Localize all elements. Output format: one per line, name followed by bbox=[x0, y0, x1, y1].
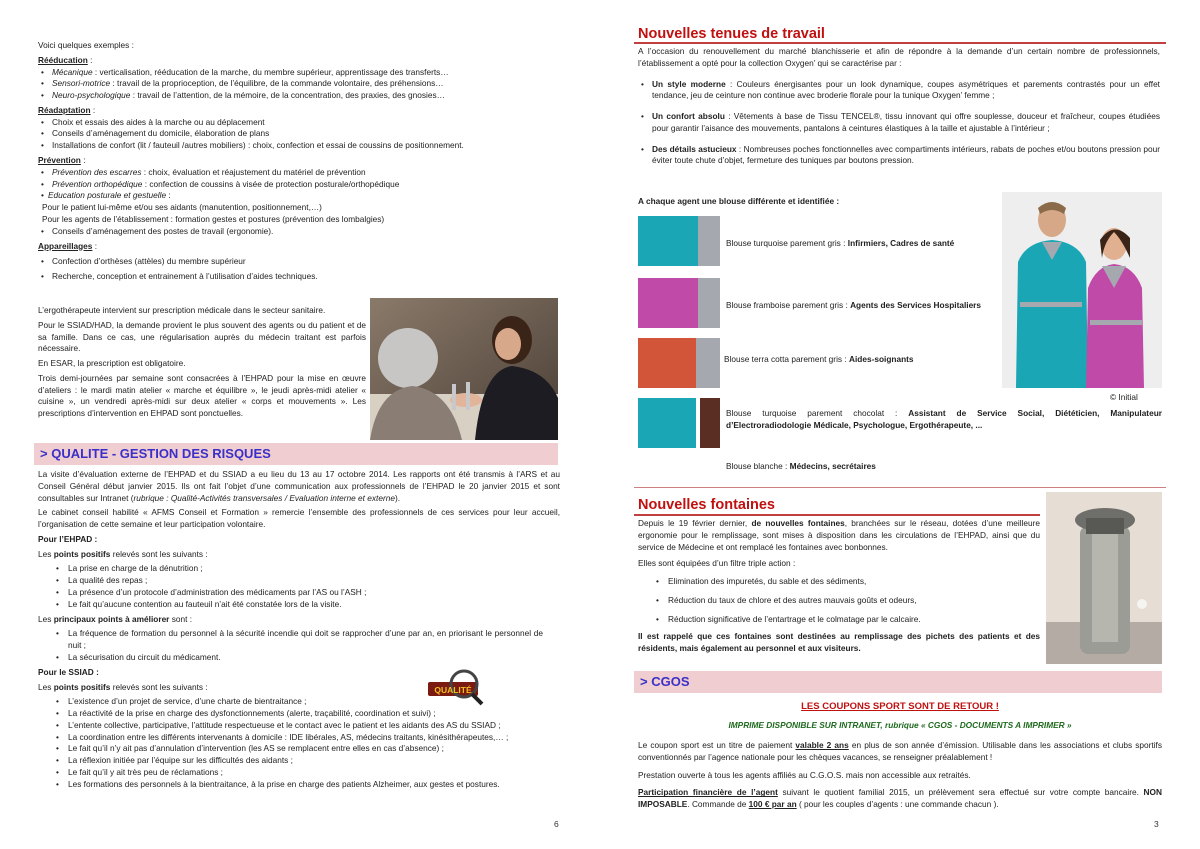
swatch-turquoise-chocolate bbox=[638, 398, 720, 448]
appareillages-heading: Appareillages bbox=[38, 240, 93, 251]
cgos-subtitle: LES COUPONS SPORT SONT DE RETOUR ! bbox=[801, 701, 999, 712]
prevention-heading: Prévention bbox=[38, 155, 81, 166]
prevention-line: Pour le patient lui-même et/ou ses aidants (manutention, positionnement,…) bbox=[42, 202, 322, 213]
paragraph: En ESAR, la prescription est obligatoire. bbox=[38, 358, 186, 369]
readaptation-section: Réadaptation : • Choix et essais des aides à la marche ou au déplacement • Conseils d’aménagement du domicile, élaboration de plans • Installations de confort (lit / fauteuil /autres mobiliers) : choix, confection et essai de coussins de positionnement. bbox=[38, 105, 558, 152]
ehpad-heading: Pour l’EHPAD : bbox=[38, 533, 98, 544]
list-item: • La réactivité de la prise en charge des dysfonctionnements (alerte, traçabilité, coordination et suivi) ; bbox=[38, 708, 560, 720]
section-divider bbox=[634, 487, 1166, 488]
page-number: 6 bbox=[554, 819, 559, 829]
list-item: • Des détails astucieux : Nombreuses poches fonctionnelles avec compartiments intérieurs, rabats de poches et/ou boutons pression pour éviter toute chute d’objet, fermeture des tuniques par boutons pression. bbox=[638, 144, 1160, 168]
uniforms-photo bbox=[1002, 192, 1162, 388]
paragraph: Le coupon sport est un titre de paiement valable 2 ans en plus de son année d’émission. Utilisable dans les associations et clubs sportifs conventionnés par l’agence nationale pour les chèques vacances, se renseigner préalablement ! bbox=[638, 740, 1162, 762]
left-page bbox=[0, 0, 560, 849]
paragraph: Participation financière de l’agent suivant le quotient familial 2015, un prélèvement sera effectué sur votre compte bancaire. NON IMPOSABLE. Commande de 100 € par an ( pour les couples d’agents : une commande chacun ). bbox=[638, 787, 1162, 810]
paragraph: La visite d’évaluation externe de l’EHPAD et du SSIAD a eu lieu du 13 au 17 octobre 2014. Les rapports ont été transmis à l’ARS et au Conseil Général début janvier 2015. Ils ont fait l’objet d’une communication aux professionnels de l’EHPAD le 20 janvier 2015 et sont consultables sur Intranet (rubrique : Qualité-Activités transversales / Evaluation interne et externe). bbox=[38, 469, 560, 503]
list-item: • La prise en charge de la dénutrition ; bbox=[38, 563, 560, 575]
list-item: • Conseils d’aménagement des postes de travail (ergonomie). bbox=[38, 226, 558, 238]
paragraph: Elles sont équipées d’un filtre triple action : bbox=[638, 558, 796, 569]
right-page bbox=[600, 0, 1200, 849]
list-item: • L’entente collective, participative, l’attitude respectueuse et le contact avec le patient et les aidants des AS du SSIAD ; bbox=[38, 720, 560, 732]
paragraph: L’ergothérapeute intervient sur prescription médicale dans le secteur sanitaire. bbox=[38, 305, 326, 315]
swatch-terracotta-grey bbox=[638, 338, 720, 388]
list-item: • Prévention orthopédique : confection de coussins à visée de protection posturale/orthopédique bbox=[38, 179, 558, 191]
tenues-content bbox=[638, 46, 1160, 167]
list-item: • La fréquence de formation du personnel à la sécurité incendie qui doit se rapprocher d’une par an, en priorisant le personnel de nuit ; bbox=[38, 628, 543, 652]
list-item: • Mécanique : verticalisation, rééducation de la marche, du membre supérieur, apprentissage des transferts… bbox=[38, 67, 558, 79]
qualite-content bbox=[38, 469, 560, 791]
blouse-label: Blouse blanche : Médecins, secrétaires bbox=[726, 461, 876, 471]
cgos-subtitle-wrap bbox=[600, 700, 1200, 713]
copyright-text: © Initial bbox=[1110, 392, 1138, 402]
reeducation-section: Rééducation : • Mécanique : verticalisation, rééducation de la marche, du membre supérieur, apprentissage des transferts… • Sensori-motrice : travail de la proprioception, de l’équilibre, de la commande volontaire, des préhensions… • Neuro-psychologique : travail de l’attention, de la mémoire, de la concentration, des praxies, des gnosies… bbox=[38, 55, 558, 102]
blouse-label: Blouse turquoise parement chocolat : Assistant de Service Social, Diététicien, Manipulateur d’Electroradiodologie Médicale, Psychologue, Ergothérapeute, ... bbox=[726, 408, 1162, 430]
tenues-title: Nouvelles tenues de travail bbox=[638, 26, 825, 42]
positive-points-intro: Les points positifs relevés sont les suivants : bbox=[38, 681, 208, 692]
ergo-paragraphs bbox=[38, 305, 366, 423]
ergotherapy-photo bbox=[370, 298, 558, 440]
blouse-label: Blouse terra cotta parement gris : Aides-soignants bbox=[724, 354, 914, 364]
positive-points-intro: Les points positifs relevés sont les suivants : bbox=[38, 548, 208, 559]
title-rule bbox=[634, 514, 1040, 516]
page-number: 3 bbox=[1154, 819, 1159, 829]
list-item: • Neuro-psychologique : travail de l’attention, de la mémoire, de la concentration, des praxies, des gnosies… bbox=[38, 90, 558, 102]
paragraph: Depuis le 19 février dernier, de nouvelles fontaines, branchées sur le réseau, dotées d’une meilleure ergonomie pour le remplissage, sont mises à disposition dans les circulations de l’EHPAD, ainsi que du service de Médecine et ont remplacé les fontaines avec bonbonnes. bbox=[638, 518, 1040, 552]
list-item: • Elimination des impuretés, du sable et des sédiments, bbox=[638, 576, 1040, 588]
cgos-section-title: > CGOS bbox=[634, 671, 1162, 693]
blouse-label: Blouse turquoise parement gris : Infirmiers, Cadres de santé bbox=[726, 238, 955, 248]
paragraph: Le cabinet conseil habilité « AFMS Conseil et Formation » remercie l’ensemble des professionnels de ces services pour leur accueil, l’organisation de cette semaine et leur participation volontaire. bbox=[38, 507, 560, 530]
appareillages-section: Appareillages : • Confection d’orthèses (attèles) du membre supérieur • Recherche, conception et entrainement à l’utilisation d’aides techniques. bbox=[38, 241, 558, 283]
qualite-section-title: > QUALITE - GESTION DES RISQUES bbox=[34, 443, 558, 465]
paragraph: Trois demi-journées par semaine sont consacrées à l’EHPAD pour la mise en œuvre d’ateliers : le mardi matin atelier « marche et équilibre », le jeudi après-midi atelier « cuisine », un vendredi après-midi sur deux atelier « corps et mouvements ». Les prescriptions d’intervention en EHPAD sont ponctuelles. bbox=[38, 372, 366, 419]
title-rule bbox=[634, 42, 1166, 44]
blouse-label: Blouse framboise parement gris : Agents des Services Hospitaliers bbox=[726, 300, 982, 310]
list-item: • Réduction du taux de chlore et des autres mauvais goûts et odeurs, bbox=[638, 595, 1040, 607]
list-item: • Réduction significative de l’entartrage et le colmatage par le calcaire. bbox=[638, 614, 1040, 626]
prevention-line: Pour les agents de l’établissement : formation gestes et postures (prévention des lombalgies) bbox=[42, 213, 385, 224]
list-item: • La coordination entre les différents intervenants à domicile : IDE libérales, AS, médecins traitants, kinésithérapeutes,… ; bbox=[38, 732, 560, 744]
list-item: • Confection d’orthèses (attèles) du membre supérieur bbox=[38, 256, 558, 268]
list-item: • Recherche, conception et entrainement à l’utilisation d’aides techniques. bbox=[38, 271, 558, 283]
list-item: • Le fait qu’il y ait très peu de réclamations ; bbox=[38, 767, 560, 779]
list-item: • L’existence d’un projet de service, d’une charte de bientraitance ; bbox=[38, 696, 560, 708]
swatch-framboise-grey bbox=[638, 278, 720, 328]
intro-text: Voici quelques exemples : bbox=[38, 40, 134, 50]
paragraph: A l’occasion du renouvellement du marché blanchisserie et afin de répondre à la demande d’un certain nombre de professionnels, l’établissement a opté pour la collection Oxygen’ qui se caractérise par : bbox=[638, 46, 1160, 68]
quality-badge-text: QUALITÉ bbox=[434, 685, 472, 695]
list-item: • Prévention des escarres : choix, évaluation et réajustement du matériel de prévention bbox=[38, 167, 558, 179]
prevention-section: Prévention : • Prévention des escarres : choix, évaluation et réajustement du matériel de prévention • Prévention orthopédique : confection de coussins à visée de protection posturale/orthopédique • Education posturale et gestuelle : Pour le patient lui-même et/ou ses aidants (manutention, positionnement,…) Pour les agents de l’établissement : formation gestes et postures (prévention des lombalgies) • Conseils d’aménagement des postes de travail (ergonomie). bbox=[38, 155, 558, 237]
list-item: • La qualité des repas ; bbox=[38, 575, 560, 587]
fountain-photo bbox=[1046, 492, 1162, 664]
list-item: • Le fait qu’il n’y ait pas d’annulation d’intervention (les AS se remplacent entre elles en cas d’absence) ; bbox=[38, 743, 560, 755]
cgos-content bbox=[638, 740, 1162, 814]
quality-magnifier-icon bbox=[426, 666, 484, 706]
ergo-examples bbox=[38, 40, 558, 283]
list-item: • Conseils d’aménagement du domicile, élaboration de plans bbox=[38, 128, 558, 140]
list-item: • Installations de confort (lit / fauteuil /autres mobiliers) : choix, confection et essai de coussins de positionnement. bbox=[38, 140, 558, 152]
reeducation-heading: Rééducation bbox=[38, 54, 88, 65]
improve-points-intro: Les principaux points à améliorer sont : bbox=[38, 613, 193, 624]
list-item: • La présence d’un protocole d’administration des médicaments par l’AS ou l’ASH ; bbox=[38, 587, 560, 599]
list-item: • Sensori-motrice : travail de la proprioception, de l’équilibre, de la commande volontaire, des préhensions… bbox=[38, 78, 558, 90]
fontaines-content bbox=[638, 518, 1040, 658]
list-item: • La sécurisation du circuit du médicament. bbox=[38, 652, 543, 664]
cgos-imprime: IMPRIME DISPONIBLE SUR INTRANET, rubrique « CGOS - DOCUMENTS A IMPRIMER » bbox=[728, 720, 1072, 730]
paragraph: Pour le SSIAD/HAD, la demande provient le plus souvent des agents ou du patient et de sa famille. Dans ce cas, une régularisation auprès du médecin traitant est parfois nécessaire. bbox=[38, 319, 366, 354]
list-item: • Un style moderne : Couleurs énergisantes pour un look dynamique, coupes asymétriques et parements contrastés pour un effet tendance, jeu de ceinture non continue avec broderie florale pour la tunique Oxygen’ femme ; bbox=[638, 79, 1160, 103]
readaptation-heading: Réadaptation bbox=[38, 104, 91, 115]
paragraph: Prestation ouverte à tous les agents affiliés au C.G.O.S. mais non accessible aux retraités. bbox=[638, 769, 971, 780]
list-item: • Choix et essais des aides à la marche ou au déplacement bbox=[38, 117, 558, 129]
fontaines-title: Nouvelles fontaines bbox=[638, 497, 775, 513]
list-item: • Education posturale et gestuelle : bbox=[38, 190, 558, 202]
ssiad-heading: Pour le SSIAD : bbox=[38, 666, 99, 677]
list-item: • Le fait qu’aucune contention au fauteuil n’ait été constatée lors de la visite. bbox=[38, 599, 560, 611]
list-item: • Un confort absolu : Vêtements à base de Tissu TENCEL®, tissu innovant qui offre souplesse, douceur et fraîcheur, coupes étudiées pour garantir l’aisance des mouvements, pantalons à ceintures élastiques à la taille et ajustable à l’intérieur ; bbox=[638, 111, 1160, 135]
list-item: • Les formations des personnels à la bientraitance, à la prise en charge des patients Alzheimer, aux gestes et postures. bbox=[38, 779, 560, 791]
blouse-heading: A chaque agent une blouse différente et identifiée : bbox=[638, 196, 840, 206]
reminder-text: Il est rappelé que ces fontaines sont destinées au remplissage des pichets des patients et des résidents, mais également au personnel et aux visiteurs. bbox=[638, 631, 1040, 654]
list-item: • La réflexion initiée par l’équipe sur les difficultés des aidants ; bbox=[38, 755, 560, 767]
swatch-turquoise-grey bbox=[638, 216, 720, 266]
